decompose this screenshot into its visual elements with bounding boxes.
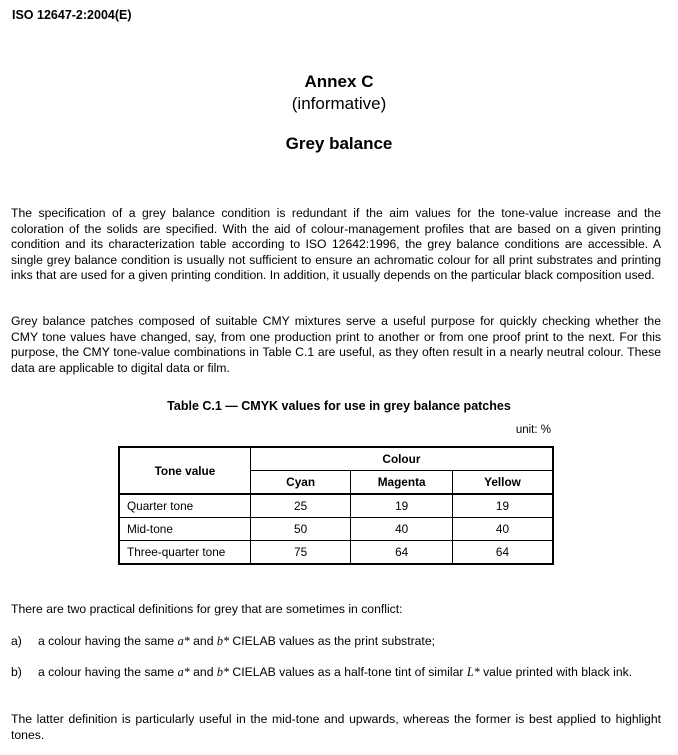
variable-b-star: b* — [216, 634, 230, 648]
list-marker-a: a) — [11, 634, 22, 648]
paragraph-grey-balance-condition: The specification of a grey balance condition is redundant if the aim values for the tone-value increase and the coloration of the solids are specified. With the aid of colour-management profiles that are based on a given printing condition and its characterization table according to ISO 12642:1996, the grey balance conditions are accessible. A single grey balance condition is usually not sufficient to ensure an achromatic colour for all print substrates and printing inks that are used for a given printing condition. In addition, it usually depends on the particular black composition used. — [11, 206, 661, 283]
table-row — [119, 494, 553, 518]
table-unit: unit: % — [515, 424, 551, 436]
header-colour: Colour — [250, 447, 553, 471]
list-text-fragment: a colour having the same — [38, 665, 178, 679]
table-row — [119, 518, 553, 541]
annex-subtitle: (informative) — [291, 94, 387, 113]
list-text-fragment: value printed with black ink. — [479, 665, 633, 679]
annex-topic-heading: Grey balance — [285, 134, 393, 153]
column-header-cyan: Cyan — [250, 471, 350, 495]
table-caption: Table C.1 — CMYK values for use in grey balance patches — [167, 399, 511, 413]
cmyk-values-table — [118, 446, 554, 565]
annex-title: Annex C — [304, 72, 374, 91]
list-text-fragment: CIELAB values as the print substrate; — [229, 634, 435, 648]
cell-magenta: 64 — [351, 541, 453, 565]
cell-cyan: 50 — [250, 518, 350, 541]
column-header-magenta: Magenta — [351, 471, 453, 495]
paragraph-grey-balance-patches: Grey balance patches composed of suitable CMY mixtures serve a useful purpose for quickly checking whether the CMY tone values have changed, say, from one production print to another or from one proof print to the next. For this purpose, the CMY tone-value combinations in Table C.1 are useful, as they often result in a nearly neutral colour. These data are applicable to digital data or film. — [11, 314, 661, 375]
document-id: ISO 12647-2:2004(E) — [12, 8, 132, 22]
list-text-a — [38, 634, 661, 650]
variable-a-star: a* — [177, 665, 190, 679]
list-text-fragment: CIELAB values as a half-tone tint of similar — [229, 665, 467, 679]
row-label: Quarter tone — [119, 494, 250, 518]
variable-a-star: a* — [177, 634, 190, 648]
list-text-fragment: and — [189, 665, 217, 679]
list-text-b — [38, 665, 661, 681]
cell-yellow: 64 — [452, 541, 553, 565]
cell-magenta: 40 — [351, 518, 453, 541]
list-text-fragment: and — [189, 634, 217, 648]
cell-magenta: 19 — [351, 494, 453, 518]
paragraph-latter-definition: The latter definition is particularly useful in the mid-tone and upwards, whereas the former is best applied to highlight tones. — [11, 712, 661, 742]
cell-yellow: 40 — [452, 518, 553, 541]
row-label: Mid-tone — [119, 518, 250, 541]
variable-l-star: L* — [466, 665, 480, 679]
list-text-fragment: a colour having the same — [38, 634, 178, 648]
paragraph-grey-definitions-intro: There are two practical definitions for grey that are sometimes in conflict: — [11, 602, 403, 616]
column-header-yellow: Yellow — [452, 471, 553, 495]
cell-cyan: 75 — [250, 541, 350, 565]
variable-b-star: b* — [216, 665, 230, 679]
cell-cyan: 25 — [250, 494, 350, 518]
header-tone-value: Tone value — [119, 447, 250, 494]
list-marker-b: b) — [11, 665, 22, 679]
row-label: Three-quarter tone — [119, 541, 250, 565]
cell-yellow: 19 — [452, 494, 553, 518]
table-row — [119, 541, 553, 565]
